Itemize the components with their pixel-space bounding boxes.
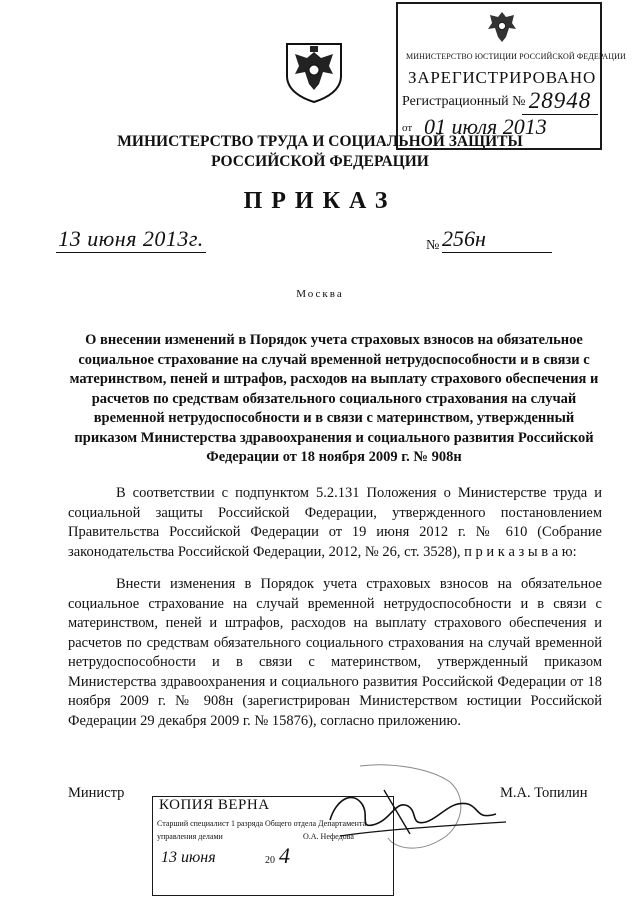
ministry-line-2: РОССИЙСКОЙ ФЕДЕРАЦИИ — [211, 153, 429, 170]
stamp-date-value: 01 июля 2013 — [424, 114, 547, 139]
order-number: 256н — [442, 226, 552, 253]
ministry-line-1: МИНИСТЕРСТВО ТРУДА И СОЦИАЛЬНОЙ ЗАЩИТЫ — [117, 133, 523, 150]
copy-stamp-department: управления делами — [157, 832, 223, 841]
copy-stamp-year-handwritten: 4 — [279, 843, 290, 868]
stamp-number-value: 28948 — [522, 88, 598, 115]
stamp-date-label: от — [402, 122, 413, 134]
signatory-title: Министр — [68, 785, 125, 801]
order-number-sign: № — [426, 238, 440, 253]
copy-stamp-date: 13 июня — [161, 849, 216, 866]
coat-of-arms-emblem — [283, 40, 345, 104]
signatory-name: М.А. Топилин — [500, 785, 588, 801]
stamp-emblem-icon — [484, 8, 520, 48]
city-name: Москва — [296, 288, 344, 300]
order-date: 13 июня 2013г. — [56, 226, 206, 253]
body-paragraph-1: В соответствии с подпунктом 5.2.131 Положения о Министерстве труда и социальной защиты Российской Федерации, утвержденного постановлением Правительства Российской Федерации от 19 июня 2012 г. № 610 (Собрание законодательства Российской Федерации, 2012, № 26, ст. 3528), п р и к а з ы в а ю: — [68, 485, 602, 560]
ministry-heading — [60, 132, 580, 172]
document-title: ПРИКАЗ — [243, 188, 397, 214]
copy-stamp-title: КОПИЯ ВЕРНА — [159, 797, 270, 813]
body-paragraph-2: Внести изменения в Порядок учета страховых взносов на обязательное социальное страхование на случай временной нетрудоспособности и в связи с материнством, пеней и штрафов, расходов на выплату страхового обеспечения и расчетов по средствам обязательного социального страхования на случай временной нетрудоспособности и в связи с материнством, утвержденный приказом Министерства здравоохранения и социального развития Российской Федерации от 18 ноября 2009 г. № 908н (зарегистрирован Министерством юстиции Российской Федерации 29 декабря 2009 г. № 15876), согласно приложению. — [68, 576, 602, 729]
registration-stamp — [396, 2, 626, 150]
stamp-number-label: Регистрационный № — [402, 94, 526, 109]
copy-stamp-position: Старший специалист 1 разряда Общего отдела Департамента — [157, 819, 367, 828]
stamp-status: ЗАРЕГИСТРИРОВАНО — [408, 68, 597, 87]
copy-stamp-officer-name: О.А. Нефедова — [303, 832, 354, 841]
copy-certification-stamp — [152, 796, 394, 896]
copy-stamp-year-prefix: 20 — [265, 855, 275, 866]
stamp-ministry-name: МИНИСТЕРСТВО ЮСТИЦИИ РОССИЙСКОЙ ФЕДЕРАЦИИ — [406, 52, 626, 61]
order-subject: О внесении изменений в Порядок учета страховых взносов на обязательное социальное страхование на случай временной нетрудоспособности и в связи с материнством, пеней и штрафов, расходов на выплату страхового обеспечения и расчетов по средствам обязательного социального страхования на случай временной нетрудоспособности и в связи с материнством, утвержденный приказом Министерства здравоохранения и социального развития Российской Федерации от 18 ноября 2009 г. № 908н — [69, 332, 599, 465]
